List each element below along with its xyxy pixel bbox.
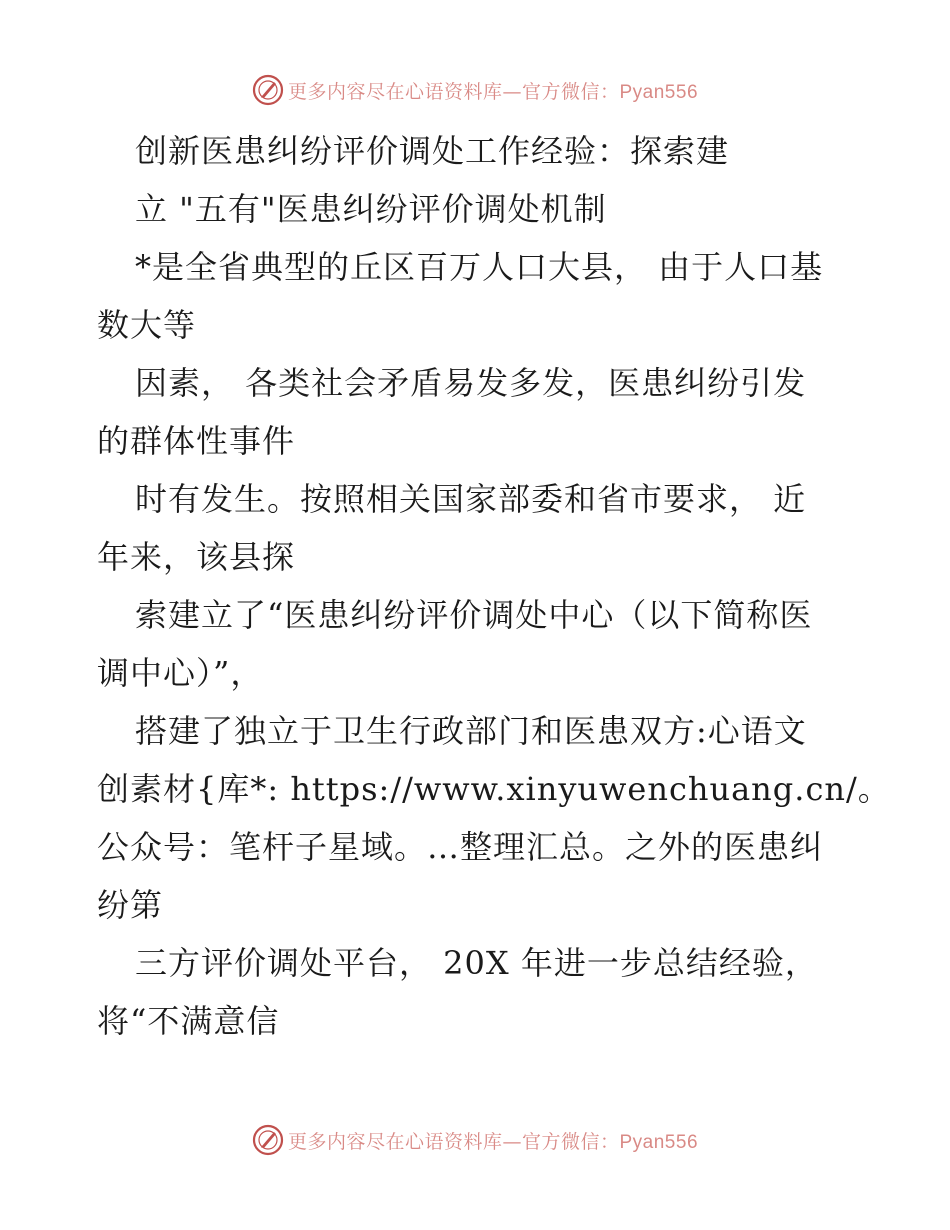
seal-logo-icon bbox=[252, 74, 284, 106]
text-line: 调中心）”， bbox=[97, 654, 264, 692]
footer-banner-text: 更多内容尽在心语资料库—官方微信：Pyan556 bbox=[287, 1130, 699, 1153]
text-line: 公众号：笔杆子星域。…整理汇总。之外的医患纠 bbox=[97, 828, 824, 866]
text-line: 的群体性事件 bbox=[97, 422, 296, 460]
text-line: 纷第 bbox=[97, 886, 164, 924]
text-line: 将“不满意信 bbox=[97, 1002, 280, 1040]
text-line: 创新医患纠纷评价调处工作经验：探索建 bbox=[135, 132, 730, 170]
text-line: 三方评价调处平台， 20X 年进一步总结经验， bbox=[135, 944, 818, 982]
text-line: 搭建了独立于卫生行政部门和医患双方:心语文 bbox=[135, 712, 807, 750]
header-banner bbox=[0, 70, 950, 110]
text-line: 年来，该县探 bbox=[97, 538, 296, 576]
text-line: 因素， 各类社会矛盾易发多发，医患纠纷引发 bbox=[135, 364, 807, 402]
text-line: 立 "五有"医患纠纷评价调处机制 bbox=[135, 190, 607, 228]
footer-banner bbox=[0, 1120, 950, 1160]
text-line: 创素材{库*: https://www.xinyuwenchuang.cn/。 bbox=[97, 770, 891, 808]
document-body bbox=[97, 122, 891, 1050]
text-line: 时有发生。按照相关国家部委和省市要求， 近 bbox=[135, 480, 807, 518]
text-line: *是全省典型的丘区百万人口大县， 由于人口基 bbox=[135, 248, 824, 286]
seal-logo-icon bbox=[252, 1124, 284, 1156]
header-banner-text: 更多内容尽在心语资料库—官方微信：Pyan556 bbox=[287, 80, 699, 103]
header-wechat-id: Pyan556 bbox=[619, 81, 699, 103]
footer-wechat-id: Pyan556 bbox=[619, 1131, 699, 1153]
text-line: 索建立了“医患纠纷评价调处中心（以下简称医 bbox=[135, 596, 813, 634]
text-line: 数大等 bbox=[97, 306, 197, 344]
